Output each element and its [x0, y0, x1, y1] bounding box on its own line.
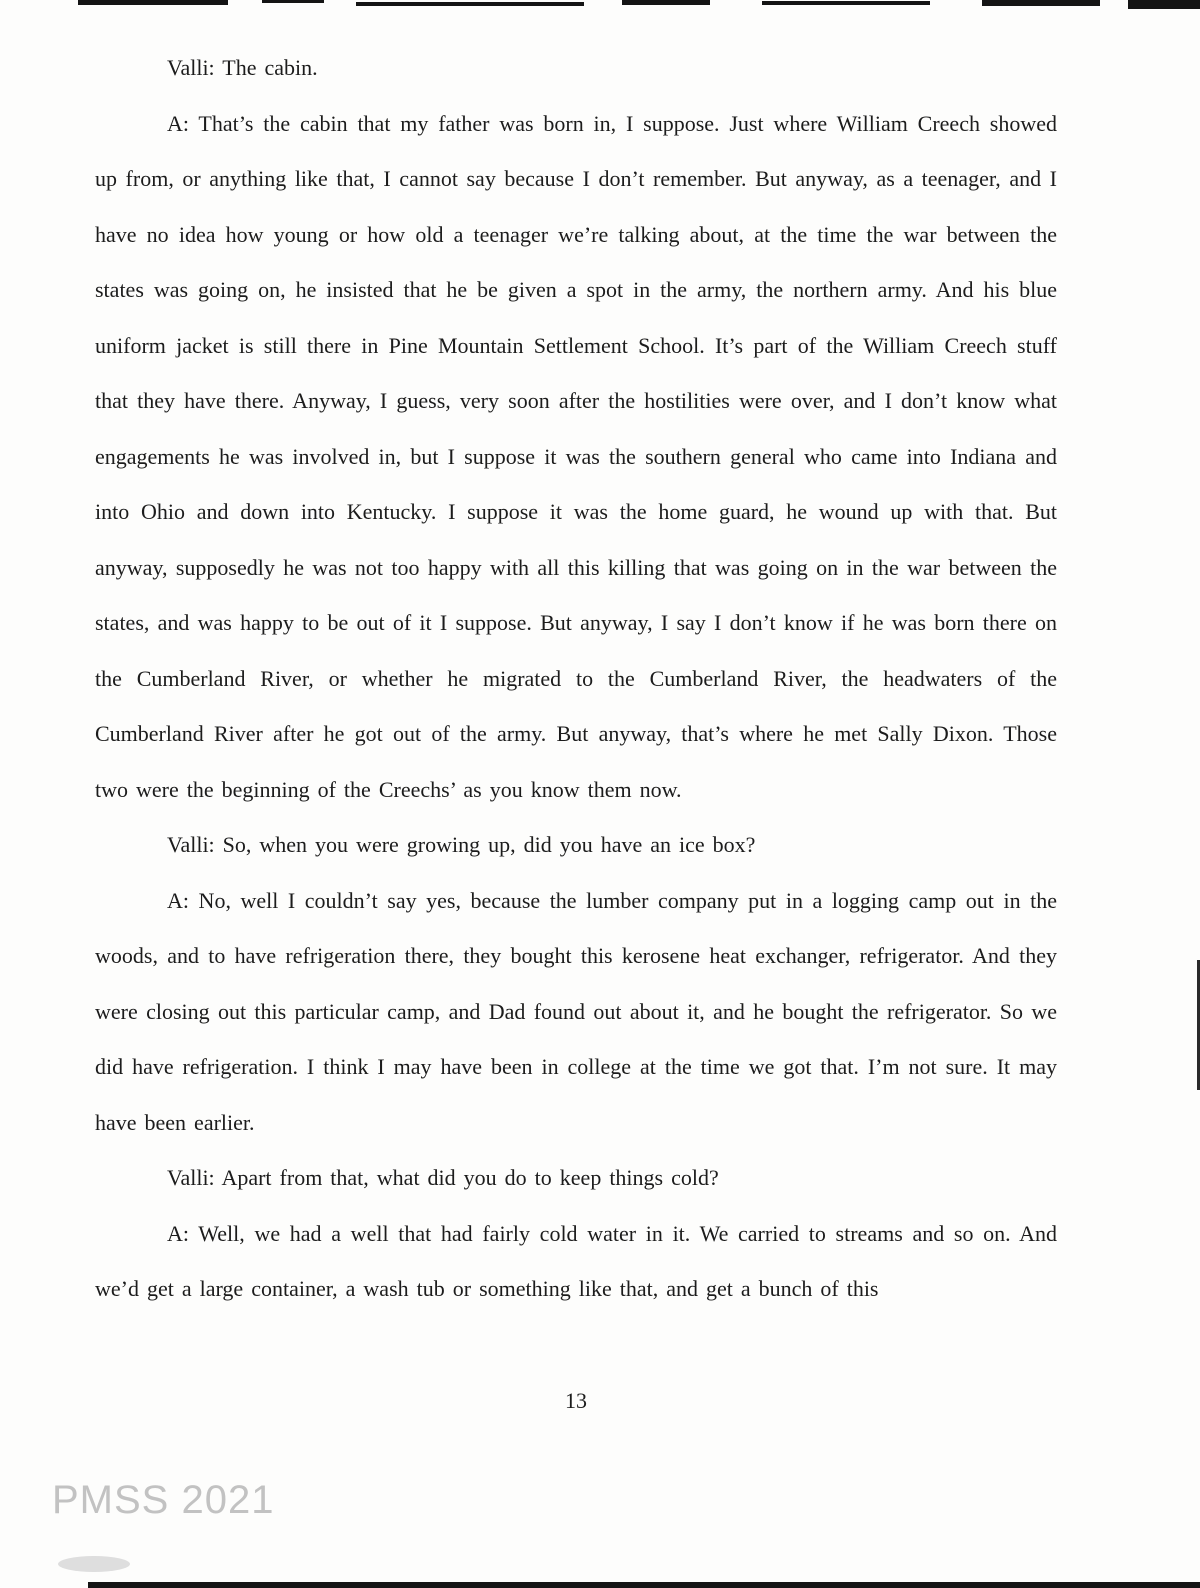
- scan-artifact-top: [762, 1, 930, 5]
- transcript-paragraph: A: That’s the cabin that my father was born in, I suppose. Just where William Creech showed up from, or anything like that, I cannot say because I don’t remember. But anyway, as a teenager, and I have no idea how young or how old a teenager we’re talking about, at the time the war between the states was going on, he insisted that he be given a spot in the army, the northern army. And his blue uniform jacket is still there in Pine Mountain Settlement School. It’s part of the William Creech stuff that they have there. Anyway, I guess, very soon after the hostilities were over, and I don’t know what engagements he was involved in, but I suppose it was the southern general who came into Indiana and into Ohio and down into Kentucky. I suppose it was the home guard, he wound up with that. But anyway, supposedly he was not too happy with all this killing that was going on in the war between the states, and was happy to be out of it I suppose. But anyway, I say I don’t know if he was born there on the Cumberland River, or whether he migrated to the Cumberland River, the headwaters of the Cumberland River after he got out of the army. But anyway, that’s where he met Sally Dixon. Those two were the beginning of the Creechs’ as you know them now.: [95, 110, 1057, 802]
- page-number: 13: [565, 1388, 587, 1413]
- transcript-paragraph: Valli: Apart from that, what did you do to keep things cold?: [167, 1165, 719, 1190]
- scan-artifact-top: [262, 0, 324, 3]
- scan-artifact-smudge: [58, 1556, 130, 1572]
- scan-artifact-top: [78, 0, 228, 5]
- scan-artifact-top: [982, 0, 1100, 6]
- transcript-body: [95, 40, 1057, 1317]
- scan-artifact-top: [356, 2, 584, 6]
- transcript-paragraph: A: Well, we had a well that had fairly cold water in it. We carried to streams and so on. And we’d get a large container, a wash tub or something like that, and get a bunch of this: [95, 1220, 1057, 1301]
- scan-artifact-top: [1128, 0, 1200, 9]
- transcript-paragraph: Valli: So, when you were growing up, did you have an ice box?: [167, 832, 756, 857]
- scan-artifact-top: [622, 0, 710, 5]
- watermark: PMSS 2021: [52, 1478, 275, 1522]
- scan-artifact-bottom: [88, 1582, 1200, 1588]
- transcript-paragraph: Valli: The cabin.: [167, 55, 318, 80]
- transcript-paragraph: A: No, well I couldn’t say yes, because the lumber company put in a logging camp out in the woods, and to have refrigeration there, they bought this kerosene heat exchanger, refrigerator. And they were closing out this particular camp, and Dad found out about it, and he bought the refrigerator. So we did have refrigeration. I think I may have been in college at the time we got that. I’m not sure. It may have been earlier.: [95, 887, 1057, 1135]
